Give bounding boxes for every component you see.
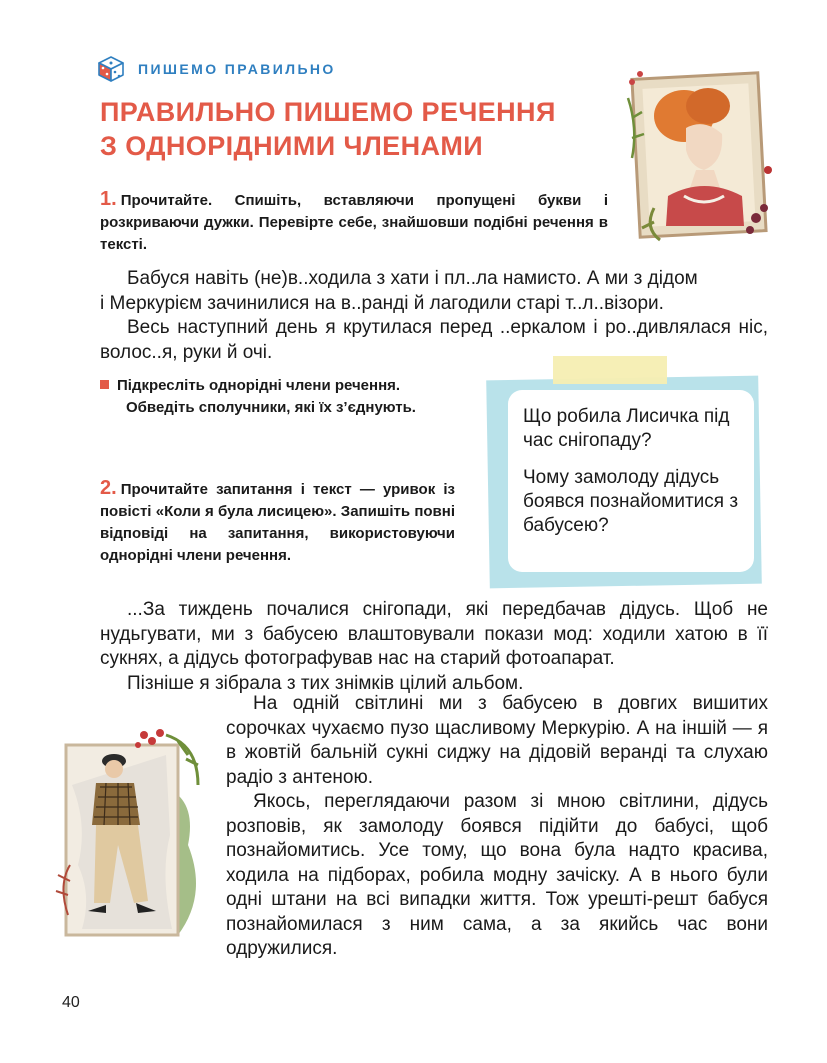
note-question-2: Чому замолоду дідусь боявся познайомитися з бабусею? [523, 467, 739, 536]
task-1-text: Прочитайте. Спишіть, вставляючи пропущені букви і розкриваючи дужки. Перевірте себе, знайшовши подібні речення в тексті. [100, 192, 608, 253]
task-2-number: 2. [100, 477, 117, 499]
story-paragraph-1: ...За тиждень почалися снігопади, які передбачав дідусь. Щоб не нудьгувати, ми з бабусею влаштовували покази мод: ходили хатою в її сукнях, а дідусь фотографував нас на старий фотоапарат. [100, 599, 768, 669]
dice-icon [98, 56, 124, 82]
task-2-text: Прочитайте запитання і текст — уривок із повісті «Коли я була лисицею». Запишіть повні відповіді на запитання, використовуючи однорідні члени речення. [100, 481, 455, 564]
page-title [100, 95, 556, 163]
bullet-square-icon [100, 380, 109, 389]
note-question-1: Що робила Лисичка під час снігопаду? [523, 406, 730, 451]
woman-portrait-illustration [624, 58, 774, 242]
exercise-line-2: і Меркурієм зачинилися на в..ранді й лагодили старі т..л..візори. [100, 292, 664, 314]
bullet-line-1: Підкресліть однорідні члени речення. [117, 377, 401, 394]
bullet-line-2: Обведіть сполучники, які їх з’єднують. [126, 399, 416, 416]
page-number: 40 [62, 994, 80, 1011]
story-paragraph-4: Якось, переглядаючи разом зі мною світлини, дідусь розповів, як замолоду боявся підійти до бабусі, щоб познайомитись. Усе тому, що вона була надто красива, ходила на підборах, робила модну зачіску. А в нього були одні штани на всі випадки життя. Тож урешті-решт бабуся познайомилася з ним сама, а за якийсь час вони одружилися. [226, 791, 768, 959]
title-line-2: З ОДНОРІДНИМИ ЧЛЕНАМИ [100, 131, 484, 161]
bullet-instruction [100, 375, 452, 419]
note-tape [553, 356, 667, 384]
title-line-1: ПРАВИЛЬНО ПИШЕМО РЕЧЕННЯ [100, 97, 556, 127]
story-text-top [100, 598, 768, 696]
section-label: ПИШЕМО ПРАВИЛЬНО [138, 61, 336, 77]
story-text-bottom [226, 692, 768, 962]
exercise-line-1: Бабуся навіть (не)в..ходила з хати і пл..ла намисто. А ми з дідом [127, 268, 698, 289]
exercise-line-3: Весь наступний день я крутилася перед ..еркалом і ро..дивлялася ніс, волос..я, руки й очі. [100, 317, 768, 363]
man-illustration [48, 725, 208, 945]
story-paragraph-2: Пізніше я зібрала з тих знімків цілий альбом. [127, 672, 524, 694]
story-paragraph-3: На одній світлині ми з бабусею в довгих вишитих сорочках чухаємо пузо щасливому Меркурію. А на іншій — я в жовтій бальній сукні сиджу на дідовій веранді та слухаю радіо з антеною. [226, 693, 768, 788]
exercise-text [100, 267, 768, 365]
task-1-number: 1. [100, 188, 117, 210]
task-1-instruction [100, 188, 608, 256]
task-2-instruction [100, 477, 455, 567]
